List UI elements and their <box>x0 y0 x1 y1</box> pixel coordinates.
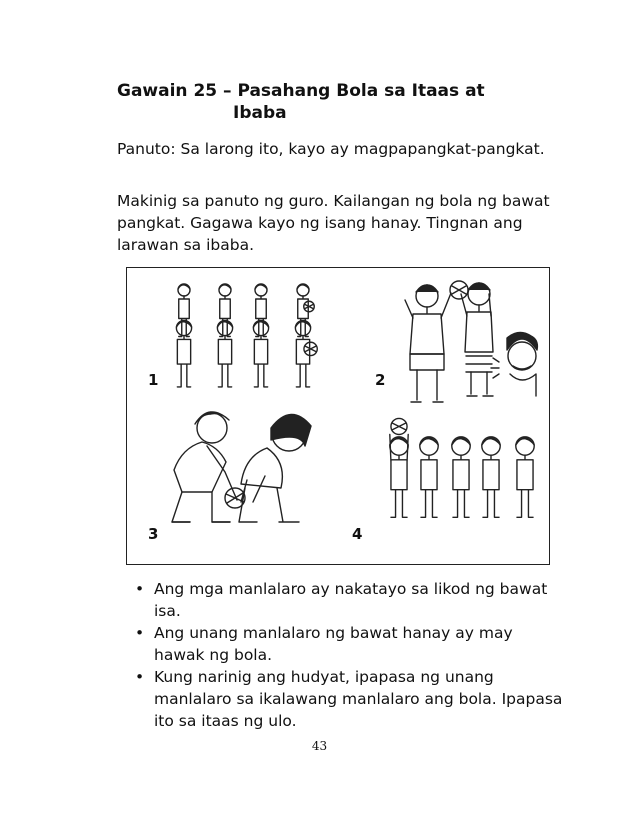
list-item <box>133 666 563 732</box>
panel-number-1: 1 <box>148 371 159 389</box>
panel-number-4: 4 <box>352 525 363 543</box>
page-number: 43 <box>311 739 328 753</box>
illustration-frame <box>126 267 550 565</box>
bullet-icon: • <box>135 580 145 598</box>
panel-number-3: 3 <box>148 525 159 543</box>
directions-paragraph: Makinig sa panuto ng guro. Kailangan ng bola ng bawat pangkat. Gagawa kayo ng isang hanay. Tingnan ang larawan sa ibaba. <box>117 192 550 254</box>
panel-4-children <box>390 418 534 517</box>
bullet-icon: • <box>135 624 145 642</box>
panel-3-low-pass <box>172 412 311 522</box>
bullet-icon: • <box>135 668 145 686</box>
bullet-list <box>133 578 563 732</box>
instructions-paragraph: Panuto: Sa larong ito, kayo ay magpapangkat-pangkat. <box>117 140 545 158</box>
panel-1-children <box>176 284 317 387</box>
list-item-text: Ang mga manlalaro ay nakatayo sa likod ng bawat isa. <box>154 580 548 620</box>
illustration-drawing <box>127 268 551 566</box>
panel-2-overhead-pass <box>405 281 537 402</box>
title-line-2: Ibaba <box>233 103 287 123</box>
list-item <box>133 622 563 666</box>
list-item-text: Ang unang manlalaro ng bawat hanay ay may hawak ng bola. <box>154 624 513 664</box>
list-item-text: Kung narinig ang hudyat, ipapasa ng unang manlalaro sa ikalawang manlalaro ang bola. Ipapasa ito sa itaas ng ulo. <box>154 668 563 730</box>
title-line-1: Gawain 25 – Pasahang Bola sa Itaas at <box>117 81 485 101</box>
panel-number-2: 2 <box>375 371 386 389</box>
activity-title <box>117 80 485 124</box>
list-item <box>133 578 563 622</box>
